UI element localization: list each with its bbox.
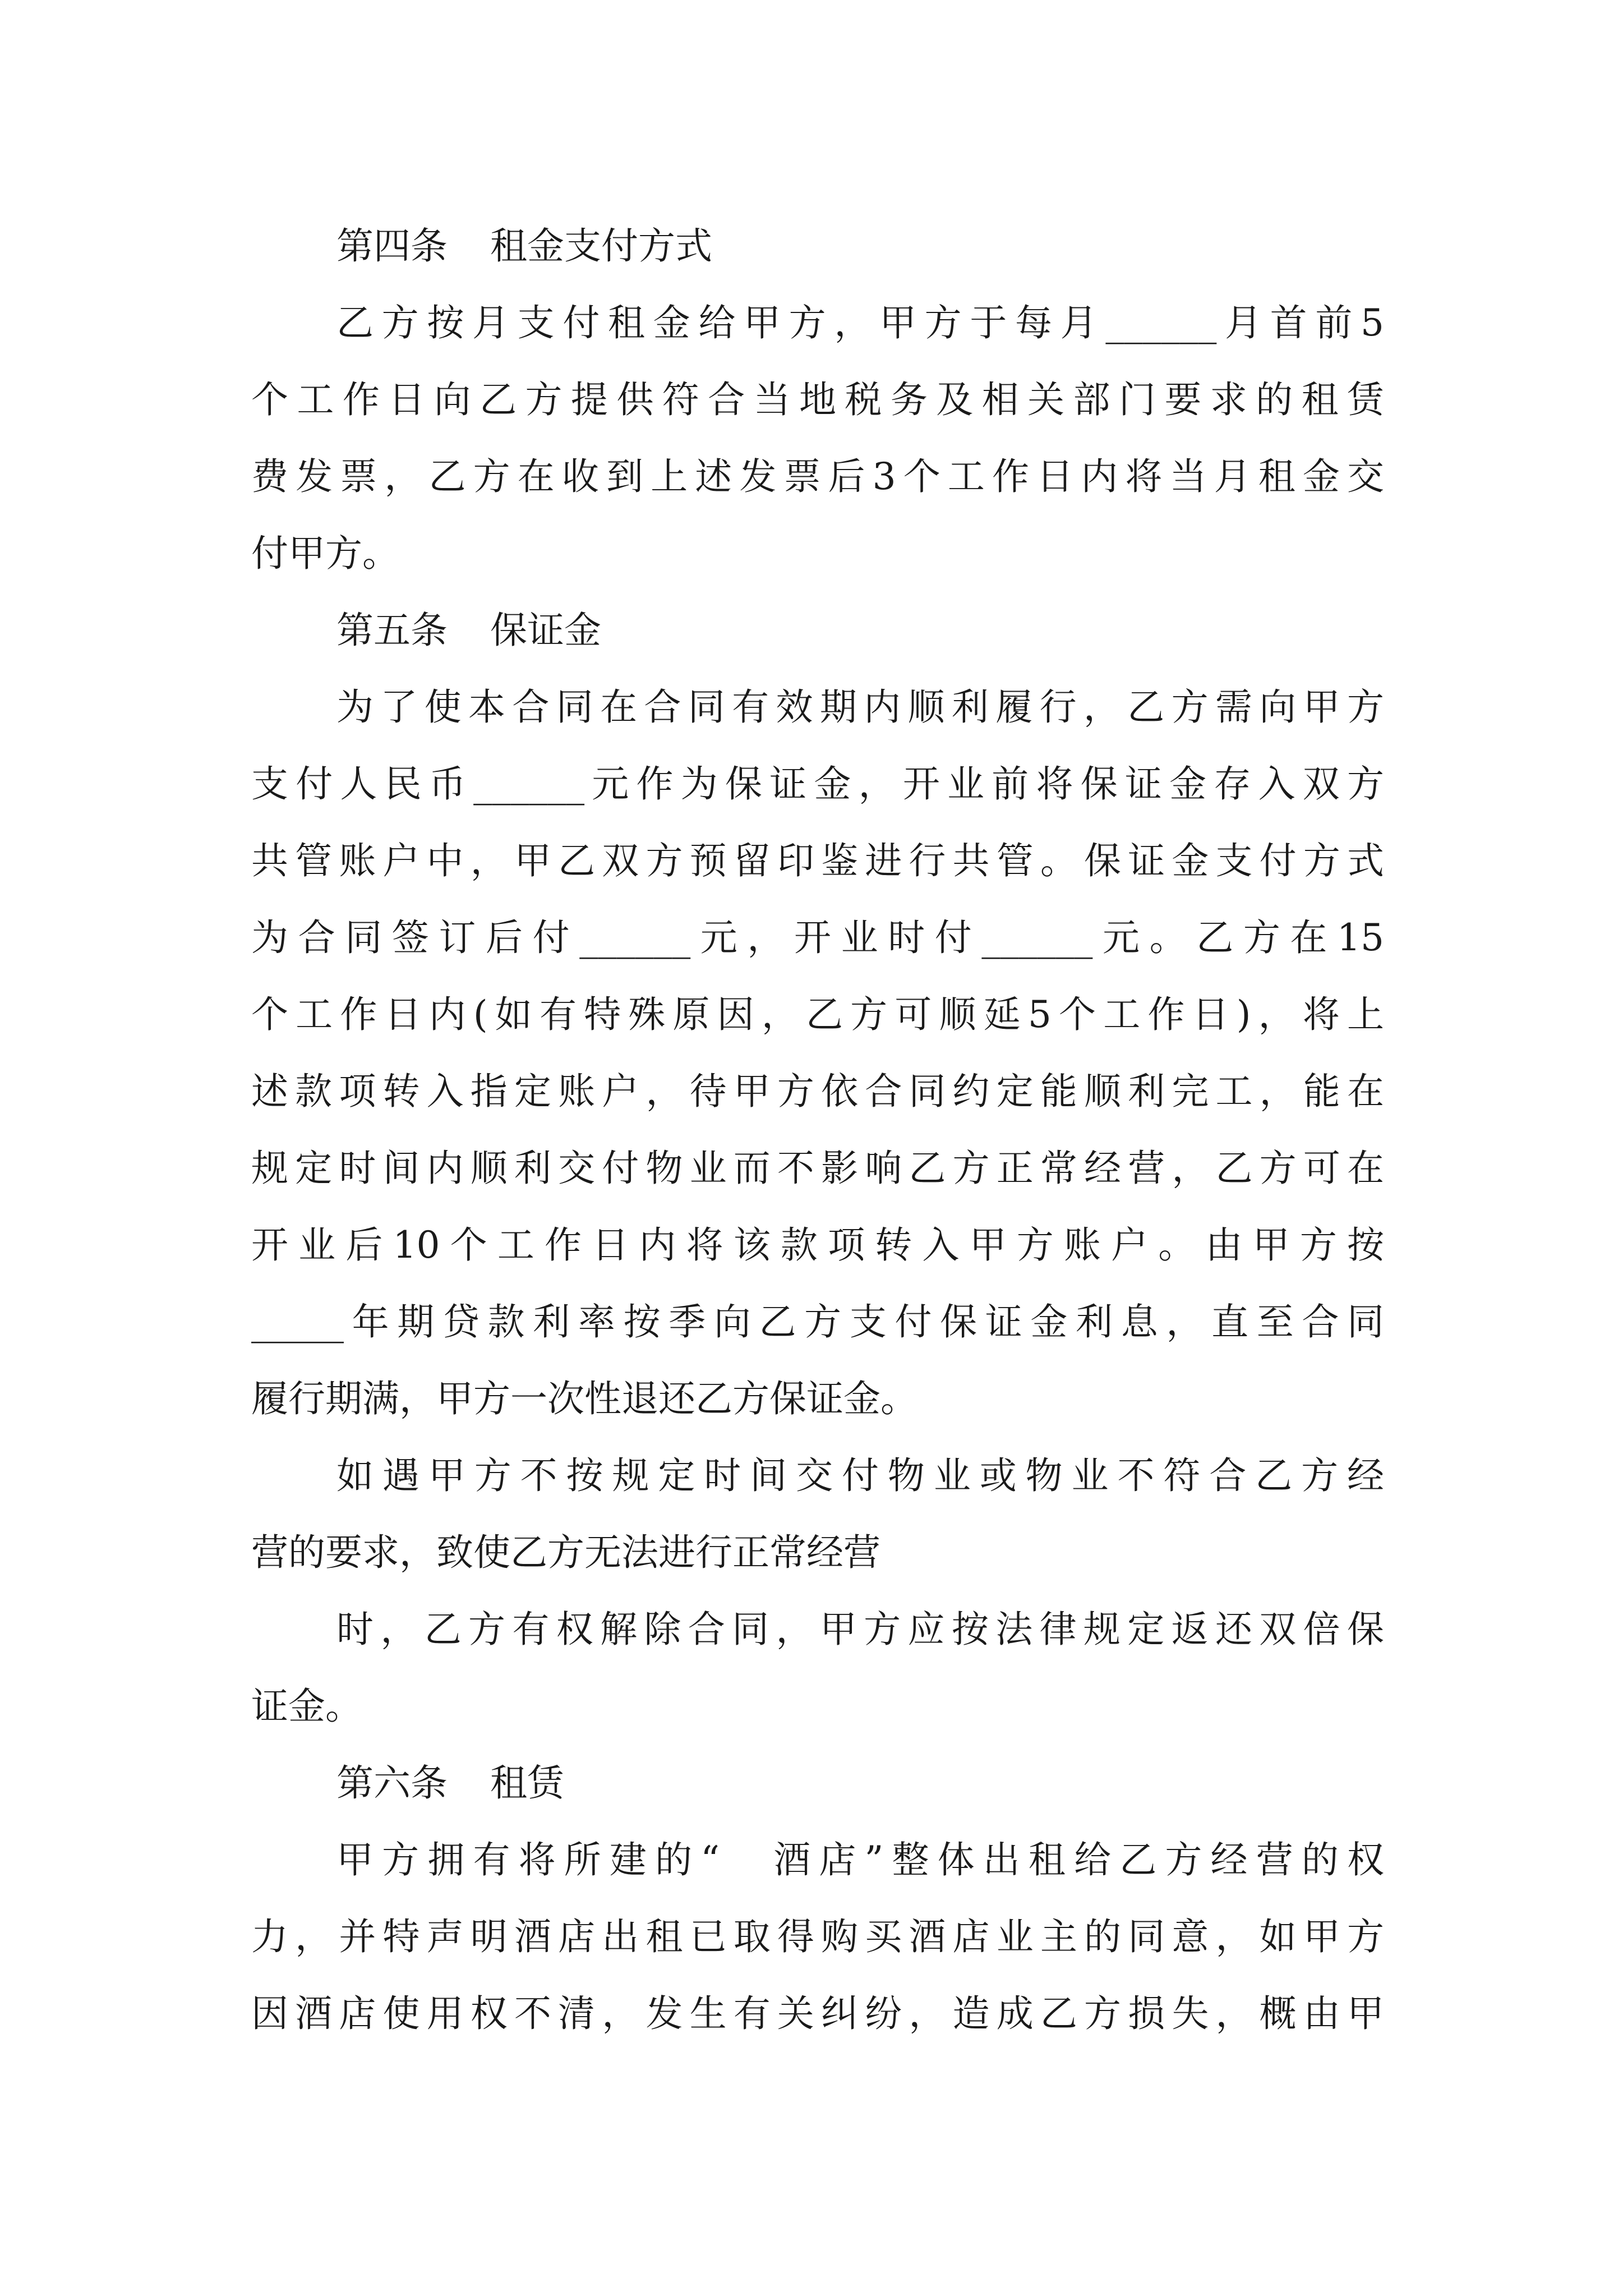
paragraph-line: 支付人民币______元作为保证金，开业前将保证金存入双方 — [251, 762, 1384, 806]
paragraph-line: 为了使本合同在合同有效期内顺利履行，乙方需向甲方 — [336, 685, 1384, 729]
paragraph-line: 甲方拥有将所建的“ 酒店”整体出租给乙方经营的权 — [336, 1838, 1384, 1881]
paragraph-line: 开业后10个工作日内将该款项转入甲方账户。由甲方按 — [251, 1223, 1384, 1267]
paragraph-line: 时，乙方有权解除合同，甲方应按法律规定返还双倍保 — [336, 1608, 1384, 1651]
paragraph-line: 乙方按月支付租金给甲方，甲方于每月______月首前5 — [336, 301, 1384, 344]
document-body — [251, 208, 1384, 2052]
paragraph-line: 为合同签订后付______元，开业时付______元。乙方在15 — [251, 916, 1384, 959]
paragraph-line: 力，并特声明酒店出租已取得购买酒店业主的同意，如甲方 — [251, 1915, 1384, 1958]
article-title: 保证金 — [490, 609, 601, 652]
paragraph-line: 如遇甲方不按规定时间交付物业或物业不符合乙方经 — [336, 1454, 1384, 1497]
article-title: 租赁 — [490, 1761, 564, 1805]
paragraph-line: 因酒店使用权不清，发生有关纠纷，造成乙方损失，概由甲 — [251, 1992, 1384, 2035]
article-number: 第五条 — [336, 609, 448, 652]
article-title: 租金支付方式 — [490, 224, 712, 268]
paragraph-line: 费发票，乙方在收到上述发票后3个工作日内将当月租金交 — [251, 455, 1384, 498]
paragraph-line: 共管账户中，甲乙双方预留印鉴进行共管。保证金支付方式 — [251, 839, 1384, 882]
article-number: 第四条 — [336, 224, 448, 268]
article-heading — [251, 592, 1384, 669]
paragraph-line: 营的要求，致使乙方无法进行正常经营 — [251, 1531, 880, 1574]
paragraph-line: _____年期贷款利率按季向乙方支付保证金利息，直至合同 — [251, 1300, 1384, 1343]
paragraph-line: 个工作日内(如有特殊原因，乙方可顺延5个工作日)，将上 — [251, 993, 1384, 1036]
article-heading — [251, 1745, 1384, 1821]
paragraph-line: 个工作日向乙方提供符合当地税务及相关部门要求的租赁 — [251, 378, 1384, 421]
paragraph-line: 规定时间内顺利交付物业而不影响乙方正常经营，乙方可在 — [251, 1147, 1384, 1190]
paragraph-line: 付甲方。 — [251, 532, 399, 575]
article-heading — [251, 208, 1384, 284]
article-number: 第六条 — [336, 1761, 448, 1805]
paragraph-line: 述款项转入指定账户，待甲方依合同约定能顺利完工，能在 — [251, 1070, 1384, 1113]
paragraph-line: 证金。 — [251, 1685, 362, 1728]
paragraph-line: 履行期满，甲方一次性退还乙方保证金。 — [251, 1377, 917, 1420]
